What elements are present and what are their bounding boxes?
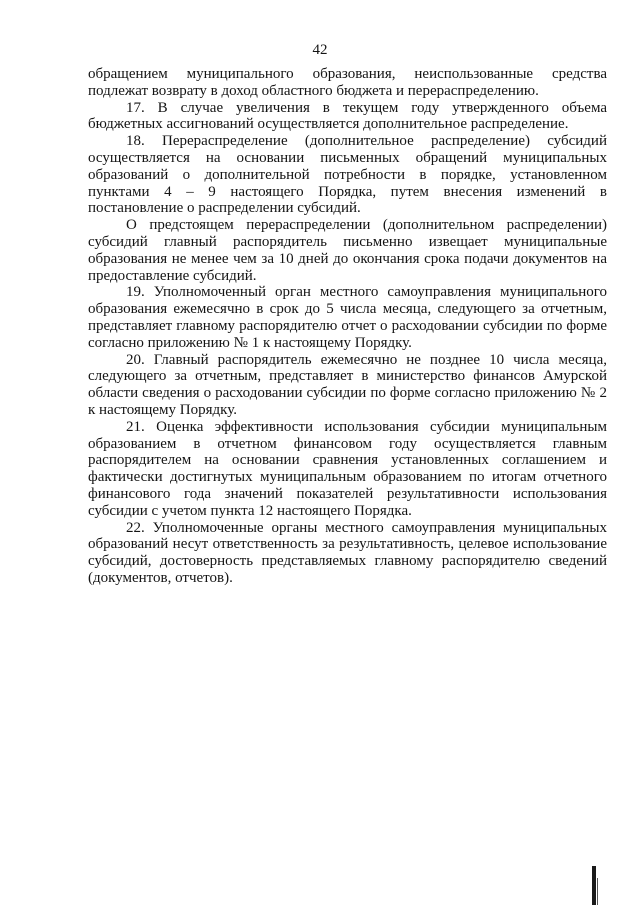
paragraph-continuation: обращением муниципального образования, неиспользованные средства подлежат возврату в доход областного бюджета и перераспределению. — [88, 66, 607, 99]
document-body — [88, 66, 607, 587]
paragraph-21: 21. Оценка эффективности использования субсидии муниципальным образованием в отчетном финансовом году осуществляется главным распорядителем на основании сравнения установленных соглашением и фактически достигнутых муниципальным образованием по итогам отчетного финансового года значений показателей результативности использования субсидии с учетом пункта 12 настоящего Порядка. — [88, 418, 607, 519]
scan-edge-mark — [592, 866, 596, 905]
paragraph-22: 22. Уполномоченные органы местного самоуправления муниципальных образований несут ответственность за результативность, целевое использование субсидий, достоверность представляемых главному распорядителю сведений (документов, отчетов). — [88, 519, 607, 586]
paragraph-18: 18. Перераспределение (дополнительное распределение) субсидий осуществляется на основании письменных обращений муниципальных образований о дополнительной потребности в порядке, установленном пунктами 4 – 9 настоящего Порядка, путем внесения изменений в постановление о распределении субсидий. — [88, 133, 607, 217]
page-number: 42 — [312, 42, 328, 58]
paragraph-17: 17. В случае увеличения в текущем году утвержденного объема бюджетных ассигнований осуществляется дополнительное распределение. — [88, 99, 607, 133]
paragraph-20: 20. Главный распорядитель ежемесячно не позднее 10 числа месяца, следующего за отчетным, представляет в министерство финансов Амурской области сведения о расходовании субсидии по форме согласно приложению № 2 к настоящему Порядку. — [88, 351, 607, 418]
paragraph-18-notice: О предстоящем перераспределении (дополнительном распределении) субсидий главный распорядитель письменно извещает муниципальные образования не менее чем за 10 дней до окончания срока подачи документов на предоставление субсидий. — [88, 217, 607, 284]
scan-edge-mark-thin — [597, 878, 598, 905]
paragraph-19: 19. Уполномоченный орган местного самоуправления муниципального образования ежемесячно в срок до 5 числа месяца, следующего за отчетным, представляет главному распорядителю отчет о расходовании субсидии по форме согласно приложению № 1 к настоящему Порядку. — [88, 284, 607, 351]
